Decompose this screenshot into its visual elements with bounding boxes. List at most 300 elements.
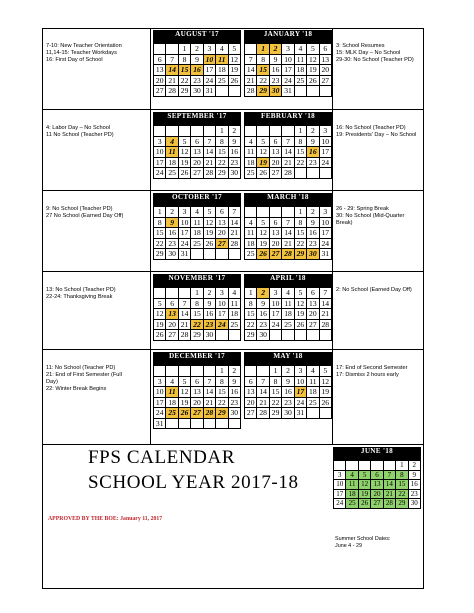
- day-cell: 12: [179, 387, 191, 398]
- day-cell: 3: [204, 44, 216, 55]
- empty-day-cell: [320, 408, 332, 419]
- day-cell: 29: [396, 499, 408, 509]
- day-cell: 8: [295, 218, 307, 229]
- day-cell: 30: [270, 86, 282, 97]
- day-cell: 4: [216, 44, 228, 55]
- event-note: 15: MLK Day – No School: [336, 50, 401, 56]
- empty-day-cell: [295, 330, 307, 341]
- day-cell: 3: [320, 207, 332, 218]
- day-cell: 1: [191, 288, 203, 299]
- day-cell: 22: [295, 239, 307, 250]
- calendar-title-line1: FPS CALENDAR: [88, 447, 236, 468]
- day-cell: 25: [191, 239, 203, 250]
- empty-day-cell: [179, 366, 191, 377]
- day-cell: 1: [257, 44, 269, 55]
- empty-day-cell: [307, 330, 319, 341]
- day-cell: 20: [270, 158, 282, 169]
- day-cell: 11: [307, 377, 319, 388]
- empty-day-cell: [216, 330, 228, 341]
- event-note: Day): [46, 379, 58, 385]
- day-grid: [153, 287, 241, 341]
- day-cell: 27: [154, 86, 166, 97]
- day-cell: 11: [166, 147, 178, 158]
- day-cell: 23: [229, 158, 241, 169]
- event-note: 30: No School (Mid-Quarter: [336, 213, 405, 219]
- day-cell: 23: [270, 76, 282, 87]
- day-cell: 2: [191, 44, 203, 55]
- day-cell: 2: [409, 461, 421, 471]
- day-cell: 5: [295, 288, 307, 299]
- left-event-notes: [46, 206, 123, 220]
- day-cell: 29: [270, 408, 282, 419]
- day-cell: 21: [282, 158, 294, 169]
- day-cell: 28: [245, 86, 257, 97]
- day-cell: 1: [295, 126, 307, 137]
- day-cell: 15: [295, 228, 307, 239]
- day-cell: 18: [166, 158, 178, 169]
- day-cell: 19: [257, 239, 269, 250]
- day-cell: 14: [320, 299, 332, 310]
- day-cell: 24: [216, 320, 228, 331]
- right-event-notes: [336, 125, 416, 139]
- day-cell: 27: [191, 408, 203, 419]
- day-cell: 23: [204, 320, 216, 331]
- day-grid: [153, 365, 241, 429]
- empty-day-cell: [204, 419, 216, 430]
- empty-day-cell: [282, 207, 294, 218]
- day-cell: 11: [282, 299, 294, 310]
- day-cell: 21: [166, 76, 178, 87]
- day-cell: 4: [307, 366, 319, 377]
- day-cell: 3: [295, 366, 307, 377]
- month-title: MAY '18: [244, 352, 332, 361]
- day-cell: 29: [216, 408, 228, 419]
- day-cell: 10: [320, 137, 332, 148]
- day-cell: 20: [245, 398, 257, 409]
- day-cell: 12: [359, 480, 371, 490]
- day-cell: 25: [307, 398, 319, 409]
- day-cell: 5: [229, 44, 241, 55]
- day-cell: 25: [346, 499, 358, 509]
- column-divider: [150, 28, 151, 109]
- day-cell: 30: [204, 330, 216, 341]
- day-cell: 28: [257, 408, 269, 419]
- day-cell: 19: [204, 228, 216, 239]
- day-cell: 18: [166, 398, 178, 409]
- day-cell: 6: [191, 377, 203, 388]
- day-cell: 9: [270, 55, 282, 66]
- day-cell: 28: [229, 239, 241, 250]
- day-cell: 10: [154, 147, 166, 158]
- day-cell: 22: [191, 320, 203, 331]
- day-cell: 6: [270, 218, 282, 229]
- calendar-row: [42, 272, 424, 350]
- column-divider: [150, 350, 151, 444]
- day-cell: 7: [229, 207, 241, 218]
- day-cell: 19: [295, 309, 307, 320]
- empty-day-cell: [191, 419, 203, 430]
- day-cell: 2: [307, 126, 319, 137]
- day-cell: 11: [295, 55, 307, 66]
- event-note: 4: Labor Day – No School: [46, 125, 111, 131]
- day-cell: 8: [216, 377, 228, 388]
- day-cell: 21: [179, 320, 191, 331]
- day-cell: 5: [257, 218, 269, 229]
- day-cell: 4: [346, 471, 358, 481]
- day-cell: 31: [320, 249, 332, 260]
- day-cell: 26: [179, 408, 191, 419]
- event-note: 9: No School (Teacher PD): [46, 206, 113, 212]
- day-cell: 16: [307, 147, 319, 158]
- day-cell: 10: [282, 55, 294, 66]
- day-cell: 11: [216, 55, 228, 66]
- month-calendar: [153, 30, 241, 97]
- day-cell: 1: [216, 126, 228, 137]
- day-cell: 3: [270, 288, 282, 299]
- event-note: 19: Presidents' Day – No School: [336, 132, 417, 138]
- day-cell: 30: [307, 249, 319, 260]
- day-cell: 31: [154, 419, 166, 430]
- day-cell: 1: [179, 44, 191, 55]
- day-cell: 28: [282, 168, 294, 179]
- day-cell: 25: [166, 168, 178, 179]
- day-cell: 16: [229, 147, 241, 158]
- calendar-row: [42, 191, 424, 272]
- day-cell: 21: [257, 398, 269, 409]
- day-grid: [244, 365, 332, 419]
- left-event-notes: [46, 287, 116, 301]
- day-cell: 12: [179, 147, 191, 158]
- day-cell: 19: [307, 65, 319, 76]
- day-cell: 25: [229, 320, 241, 331]
- day-cell: 18: [229, 309, 241, 320]
- day-cell: 2: [270, 44, 282, 55]
- event-note: 29-30: No School (Teacher PD): [336, 57, 414, 63]
- day-cell: 13: [307, 299, 319, 310]
- approval-note: APPROVED BY THE BOE: January 11, 2017: [48, 516, 163, 522]
- day-cell: 2: [282, 366, 294, 377]
- day-cell: 7: [282, 137, 294, 148]
- month-calendar: [244, 193, 332, 260]
- day-cell: 3: [320, 126, 332, 137]
- column-divider: [332, 28, 333, 109]
- day-cell: 12: [320, 377, 332, 388]
- empty-day-cell: [307, 408, 319, 419]
- day-cell: 12: [307, 55, 319, 66]
- day-cell: 18: [295, 65, 307, 76]
- event-note: 11,14-15: Teacher Workdays: [46, 50, 117, 56]
- day-cell: 18: [245, 158, 257, 169]
- column-divider: [332, 110, 333, 190]
- day-cell: 26: [295, 320, 307, 331]
- day-grid: [244, 43, 332, 97]
- month-title: SEPTEMBER '17: [153, 112, 241, 121]
- calendar-row: [42, 110, 424, 191]
- day-grid: [153, 125, 241, 179]
- day-cell: 19: [179, 398, 191, 409]
- empty-day-cell: [166, 366, 178, 377]
- day-cell: 15: [245, 309, 257, 320]
- day-cell: 17: [320, 228, 332, 239]
- day-cell: 24: [282, 76, 294, 87]
- day-cell: 12: [154, 309, 166, 320]
- day-cell: 15: [154, 228, 166, 239]
- day-cell: 6: [270, 137, 282, 148]
- day-cell: 8: [295, 137, 307, 148]
- day-cell: 9: [166, 218, 178, 229]
- empty-day-cell: [154, 288, 166, 299]
- day-cell: 24: [204, 76, 216, 87]
- day-cell: 18: [282, 309, 294, 320]
- day-cell: 9: [204, 299, 216, 310]
- event-note: 2: No School (Earned Day Off): [336, 287, 412, 293]
- day-cell: 16: [191, 65, 203, 76]
- day-cell: 15: [179, 65, 191, 76]
- event-note: Break): [336, 220, 353, 226]
- empty-day-cell: [191, 249, 203, 260]
- day-cell: 25: [282, 320, 294, 331]
- day-cell: 5: [359, 471, 371, 481]
- day-cell: 28: [166, 86, 178, 97]
- day-cell: 28: [282, 249, 294, 260]
- day-cell: 7: [282, 218, 294, 229]
- month-title: JANUARY '18: [244, 30, 332, 39]
- day-cell: 7: [179, 299, 191, 310]
- day-cell: 6: [166, 299, 178, 310]
- day-cell: 26: [257, 249, 269, 260]
- empty-day-cell: [245, 366, 257, 377]
- empty-day-cell: [257, 207, 269, 218]
- column-divider: [332, 350, 333, 444]
- empty-day-cell: [229, 330, 241, 341]
- day-cell: 19: [257, 158, 269, 169]
- empty-day-cell: [154, 44, 166, 55]
- day-cell: 27: [371, 499, 383, 509]
- event-note: 22-24: Thanksgiving Break: [46, 294, 113, 300]
- day-cell: 24: [295, 398, 307, 409]
- summer-school-label: Summer School Dates:: [335, 536, 391, 542]
- day-cell: 8: [396, 471, 408, 481]
- day-cell: 24: [154, 168, 166, 179]
- day-cell: 11: [245, 147, 257, 158]
- day-cell: 7: [204, 137, 216, 148]
- day-cell: 26: [204, 239, 216, 250]
- event-note: 11: No School (Teacher PD): [46, 365, 116, 371]
- event-note: 27 No School (Earned Day Off): [46, 213, 124, 219]
- day-cell: 26: [179, 168, 191, 179]
- day-cell: 18: [216, 65, 228, 76]
- day-cell: 3: [179, 207, 191, 218]
- event-note: 13: No School (Teacher PD): [46, 287, 116, 293]
- day-cell: 26: [154, 330, 166, 341]
- day-cell: 16: [409, 480, 421, 490]
- day-cell: 20: [270, 239, 282, 250]
- day-cell: 21: [320, 309, 332, 320]
- month-title: OCTOBER '17: [153, 193, 241, 202]
- day-cell: 15: [270, 387, 282, 398]
- empty-day-cell: [154, 366, 166, 377]
- empty-day-cell: [257, 126, 269, 137]
- empty-day-cell: [204, 126, 216, 137]
- day-cell: 21: [384, 490, 396, 500]
- day-cell: 14: [204, 147, 216, 158]
- day-cell: 9: [307, 218, 319, 229]
- day-cell: 18: [307, 387, 319, 398]
- day-cell: 19: [179, 158, 191, 169]
- day-cell: 4: [245, 218, 257, 229]
- day-cell: 30: [229, 408, 241, 419]
- day-cell: 27: [307, 320, 319, 331]
- day-cell: 28: [179, 330, 191, 341]
- empty-day-cell: [204, 366, 216, 377]
- empty-day-cell: [282, 330, 294, 341]
- day-cell: 5: [179, 137, 191, 148]
- month-calendar: [153, 112, 241, 179]
- day-cell: 30: [409, 499, 421, 509]
- empty-day-cell: [371, 461, 383, 471]
- month-title: AUGUST '17: [153, 30, 241, 39]
- month-calendar: [244, 30, 332, 97]
- day-cell: 16: [257, 309, 269, 320]
- day-grid: [244, 125, 332, 179]
- day-cell: 22: [396, 490, 408, 500]
- day-cell: 29: [154, 249, 166, 260]
- day-cell: 29: [216, 168, 228, 179]
- month-calendar: [333, 447, 421, 509]
- empty-day-cell: [270, 207, 282, 218]
- day-cell: 8: [191, 299, 203, 310]
- day-cell: 11: [166, 387, 178, 398]
- day-cell: 14: [257, 387, 269, 398]
- day-grid: [333, 460, 421, 509]
- event-note: 3: School Resumes: [336, 43, 385, 49]
- empty-day-cell: [179, 126, 191, 137]
- month-title: APRIL '18: [244, 274, 332, 283]
- day-cell: 31: [295, 408, 307, 419]
- day-cell: 14: [384, 480, 396, 490]
- day-cell: 17: [216, 309, 228, 320]
- day-cell: 17: [334, 490, 346, 500]
- empty-day-cell: [320, 168, 332, 179]
- day-cell: 24: [320, 158, 332, 169]
- day-cell: 7: [384, 471, 396, 481]
- empty-day-cell: [245, 207, 257, 218]
- day-cell: 14: [204, 387, 216, 398]
- month-calendar: [153, 352, 241, 429]
- day-cell: 4: [282, 288, 294, 299]
- month-title: NOVEMBER '17: [153, 274, 241, 283]
- day-cell: 10: [295, 377, 307, 388]
- day-cell: 21: [245, 76, 257, 87]
- day-cell: 4: [166, 137, 178, 148]
- event-note: 16: No School (Teacher PD): [336, 125, 406, 131]
- day-cell: 4: [166, 377, 178, 388]
- day-cell: 9: [229, 137, 241, 148]
- day-cell: 5: [320, 366, 332, 377]
- empty-day-cell: [216, 86, 228, 97]
- event-note: 17: End of Second Semester: [336, 365, 408, 371]
- day-cell: 17: [270, 309, 282, 320]
- event-note: 7-10: New Teacher Orientation: [46, 43, 122, 49]
- day-cell: 30: [229, 168, 241, 179]
- event-note: 16: First Day of School: [46, 57, 103, 63]
- left-event-notes: [46, 365, 122, 393]
- day-cell: 24: [320, 239, 332, 250]
- column-divider: [150, 110, 151, 190]
- day-cell: 8: [270, 377, 282, 388]
- left-event-notes: [46, 43, 122, 64]
- day-cell: 2: [229, 366, 241, 377]
- day-cell: 4: [229, 288, 241, 299]
- day-cell: 31: [204, 86, 216, 97]
- day-cell: 4: [191, 207, 203, 218]
- month-title: DECEMBER '17: [153, 352, 241, 361]
- day-cell: 23: [409, 490, 421, 500]
- day-cell: 16: [229, 387, 241, 398]
- day-cell: 20: [166, 320, 178, 331]
- day-cell: 6: [191, 137, 203, 148]
- day-cell: 2: [229, 126, 241, 137]
- day-cell: 26: [359, 499, 371, 509]
- day-cell: 5: [179, 377, 191, 388]
- day-cell: 13: [320, 55, 332, 66]
- empty-day-cell: [295, 86, 307, 97]
- day-cell: 12: [204, 218, 216, 229]
- day-cell: 31: [282, 86, 294, 97]
- day-cell: 27: [270, 249, 282, 260]
- column-divider: [332, 191, 333, 271]
- day-cell: 23: [282, 398, 294, 409]
- day-cell: 9: [307, 137, 319, 148]
- day-cell: 7: [204, 377, 216, 388]
- day-cell: 1: [295, 207, 307, 218]
- day-cell: 16: [307, 228, 319, 239]
- day-cell: 22: [257, 76, 269, 87]
- month-calendar: [153, 274, 241, 341]
- event-note: 21: End of First Semester (Full: [46, 372, 122, 378]
- day-cell: 16: [270, 65, 282, 76]
- empty-day-cell: [307, 86, 319, 97]
- day-cell: 8: [154, 218, 166, 229]
- day-cell: 23: [257, 320, 269, 331]
- empty-day-cell: [320, 86, 332, 97]
- day-cell: 21: [204, 158, 216, 169]
- column-divider: [150, 272, 151, 349]
- day-cell: 30: [166, 249, 178, 260]
- day-cell: 2: [204, 288, 216, 299]
- day-cell: 2: [257, 288, 269, 299]
- empty-day-cell: [166, 288, 178, 299]
- day-cell: 20: [216, 228, 228, 239]
- day-cell: 10: [216, 299, 228, 310]
- day-cell: 6: [245, 377, 257, 388]
- day-cell: 5: [257, 137, 269, 148]
- day-cell: 25: [245, 249, 257, 260]
- day-cell: 20: [154, 76, 166, 87]
- day-cell: 8: [179, 55, 191, 66]
- empty-day-cell: [295, 168, 307, 179]
- day-cell: 27: [270, 168, 282, 179]
- day-cell: 13: [371, 480, 383, 490]
- day-cell: 1: [216, 366, 228, 377]
- day-cell: 21: [204, 398, 216, 409]
- day-cell: 28: [204, 168, 216, 179]
- summer-school-note: [335, 536, 390, 549]
- empty-day-cell: [245, 44, 257, 55]
- empty-day-cell: [320, 330, 332, 341]
- day-cell: 17: [282, 65, 294, 76]
- day-grid: [153, 206, 241, 260]
